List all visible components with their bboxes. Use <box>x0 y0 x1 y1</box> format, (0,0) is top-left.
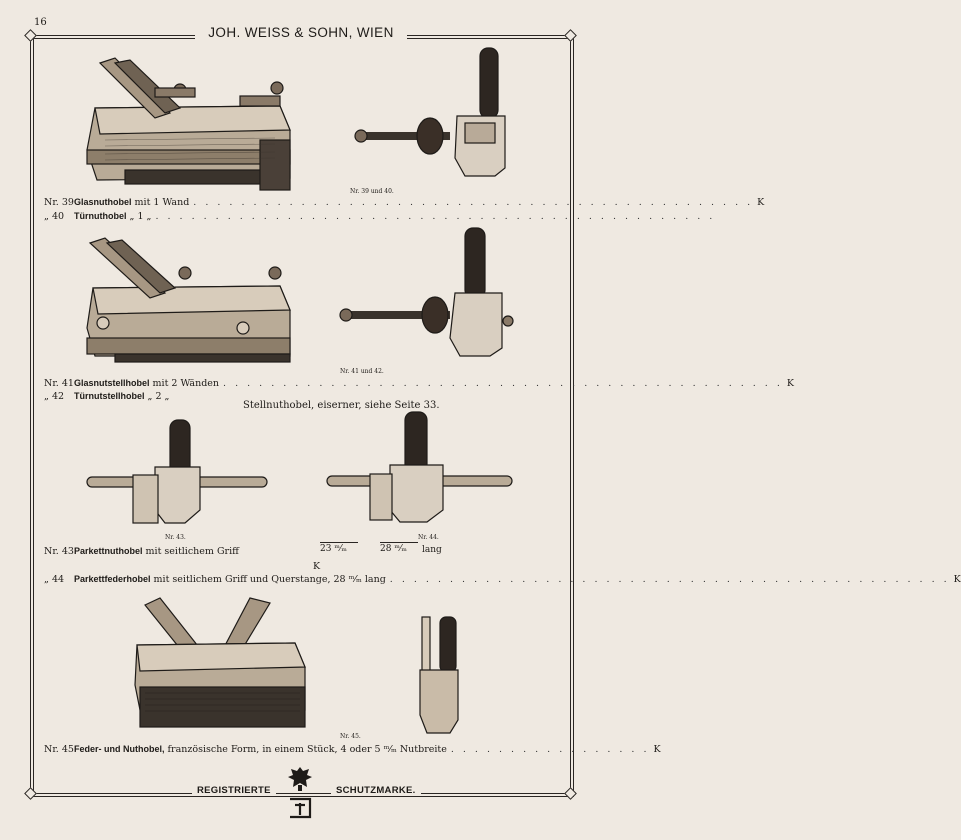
item-number: Nr. 39 <box>44 197 74 208</box>
item-detail: französische Form, in einem Stück, 4 oder 5 ᵐ⁄ₘ Nutbreite <box>164 744 447 755</box>
item-description <box>74 211 151 222</box>
footer-registered: REGISTRIERTE <box>192 785 276 796</box>
item-name: Glasnutstellhobel <box>74 378 150 388</box>
catalog-row <box>44 546 532 557</box>
item-detail: mit seitlichem Griff <box>142 546 239 557</box>
clamp-trademark-icon <box>285 795 315 821</box>
dot-leader: . . . . . . . . . . . . . . . . . . . . . . . . . . . . . . . . . . . . . . . . . . . . . . . <box>155 211 716 222</box>
tongue-and-groove-plane-illustration <box>135 595 310 740</box>
item-number: Nr. 43 <box>44 546 74 557</box>
catalog-row <box>44 378 794 389</box>
item-detail: „ 1 „ <box>126 211 152 222</box>
item-name: Glasnuthobel <box>74 197 132 207</box>
currency-mark: K <box>653 744 661 755</box>
size-column-a: 23 ᵐ⁄ₘ <box>320 542 358 554</box>
item-description <box>74 546 239 557</box>
currency-mark: K <box>757 197 765 208</box>
item-number: „ 42 <box>44 391 65 402</box>
figure-caption: Nr. 45. <box>340 733 361 740</box>
dot-leader: . . . . . . . . . . . . . . . . . <box>450 744 650 755</box>
item-description <box>74 744 447 755</box>
item-number: „ 40 <box>44 211 65 222</box>
item-description <box>74 574 386 585</box>
dot-leader: . . . . . . . . . . . . . . . . . . . . . . . . . . . . . . . . . . . . . . . . . . . . . . . <box>193 197 754 208</box>
item-name: Türnutstellhobel <box>74 391 145 401</box>
double-eagle-emblem-icon <box>287 765 313 793</box>
catalog-row <box>44 574 961 585</box>
item-number: Nr. 41 <box>44 378 74 389</box>
page-number: 16 <box>34 17 47 28</box>
dot-leader: . . . . . . . . . . . . . . . . . . . . . . . . . . . . . . . . . . . . . . . . . . . . . . . <box>223 378 783 389</box>
item-detail: mit seitlichem Griff und Querstange, 28 ᵐ⁄ₘ lang <box>150 574 386 585</box>
parquet-tongue-plane-illustration <box>325 410 515 530</box>
size-suffix: lang <box>422 545 442 555</box>
catalog-row <box>44 744 661 755</box>
currency-mark: K <box>313 561 321 572</box>
item-number: Nr. 45 <box>44 744 74 755</box>
item-detail: mit 2 Wänden <box>149 378 220 389</box>
item-detail: mit 1 Wand <box>131 197 190 208</box>
parquet-groove-plane-illustration <box>85 415 270 530</box>
cross-reference-note: Stellnuthobel, eiserner, siehe Seite 33. <box>243 400 440 411</box>
glass-groove-plane-illustration <box>85 58 300 193</box>
item-name: Türnuthobel <box>74 211 127 221</box>
item-name: Parkettfederhobel <box>74 574 151 584</box>
dot-leader: . . . . . . . . . . . . . . . . . . . . . . . . . . . . . . . . . . . . . . . . . . . . . . . <box>389 574 950 585</box>
adjustable-fence-section-illustration <box>340 228 520 368</box>
figure-caption: Nr. 44. <box>418 534 439 541</box>
figure-caption: Nr. 39 und 40. <box>350 188 394 195</box>
item-description <box>74 378 219 389</box>
catalog-row <box>44 197 765 208</box>
figure-caption: Nr. 41 und 42. <box>340 368 384 375</box>
plane-fence-section-illustration <box>355 48 515 188</box>
size-column-b: 28 ᵐ⁄ₘ <box>380 542 418 554</box>
catalog-row <box>44 211 716 222</box>
currency-mark: K <box>786 378 794 389</box>
item-description <box>74 197 189 208</box>
item-name: Parkettnuthobel <box>74 546 143 556</box>
company-header: JOH. WEISS & SOHN, WIEN <box>195 25 407 40</box>
footer-trademark: SCHUTZMARKE. <box>331 785 421 796</box>
currency-mark: K <box>953 574 961 585</box>
figure-caption: Nr. 43. <box>165 534 186 541</box>
tongue-and-groove-section-illustration <box>412 615 467 735</box>
item-name: Feder- und Nuthobel, <box>74 744 165 754</box>
item-number: „ 44 <box>44 574 65 585</box>
item-description <box>74 391 169 402</box>
item-detail: „ 2 „ <box>144 391 170 402</box>
glass-groove-adjustable-plane-illustration <box>85 238 300 368</box>
